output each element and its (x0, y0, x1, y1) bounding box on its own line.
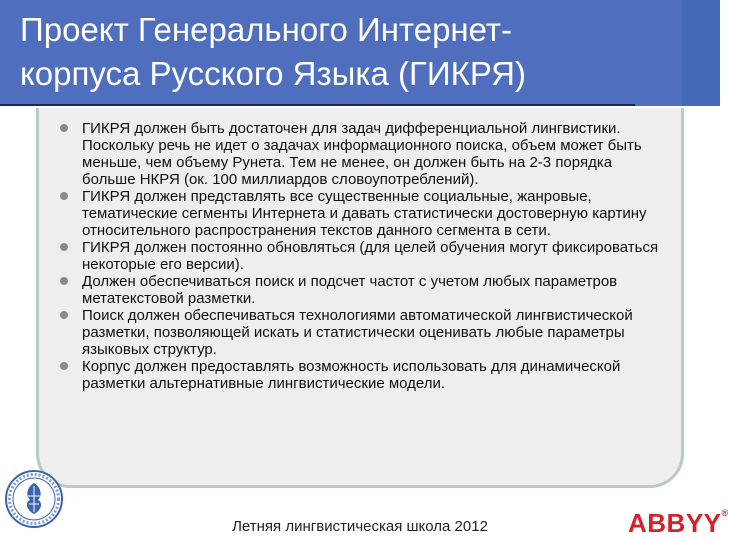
bullet-dot-icon (60, 311, 68, 319)
list-item (58, 358, 668, 392)
bullet-text: ГИКРЯ должен постоянно обновляться (для целей обучения могут фиксироваться некоторые его версии). (82, 239, 659, 273)
bullet-dot-icon (60, 124, 68, 132)
bullet-list (58, 120, 668, 392)
bullet-text: ГИКРЯ должен представлять все существенные социальные, жанровые, тематические сегменты Интернета и давать статистически достоверную картину относительного распространения текстов данного сегмента в сети. (82, 188, 647, 239)
list-item (58, 188, 668, 239)
brand-name: ABBYY (628, 508, 722, 538)
slide-title (20, 8, 640, 96)
list-item (58, 273, 668, 307)
bullet-dot-icon (60, 243, 68, 251)
bullet-text: ГИКРЯ должен быть достаточен для задач дифференциальной лингвистики. Поскольку речь не идет о задачах информационного поиска, объем может быть меньше, чем объему Рунета. Тем не менее, он должен быть на 2-3 порядка больше НКРЯ (ок. 100 миллиардов словоупотреблений). (82, 120, 642, 188)
list-item (58, 307, 668, 358)
slide-title-line-2: корпуса Русского Языка (ГИКРЯ) (20, 55, 526, 92)
list-item (58, 120, 668, 188)
bullet-dot-icon (60, 362, 68, 370)
bullet-text: Должен обеспечиваться поиск и подсчет частот с учетом любых параметров метатекстовой разметки. (82, 273, 618, 307)
bullet-text: Поиск должен обеспечиваться технологиями автоматической лингвистической разметки, позволяющей искать и статистически оценивать любые параметры языковых структур. (82, 307, 633, 358)
slide-title-line-1: Проект Генерального Интернет- (20, 11, 513, 48)
bullet-text: Корпус должен предоставлять возможность использовать для динамической разметки альтернативные лингвистические модели. (82, 358, 621, 392)
title-bar-edge (682, 0, 720, 106)
footer-text: Летняя лингвистическая школа 2012 (232, 518, 488, 535)
bullet-dot-icon (60, 192, 68, 200)
title-underline (0, 104, 635, 106)
registered-mark: ® (721, 508, 729, 518)
list-item (58, 239, 668, 273)
bullet-dot-icon (60, 277, 68, 285)
abbyy-logo (628, 508, 729, 539)
